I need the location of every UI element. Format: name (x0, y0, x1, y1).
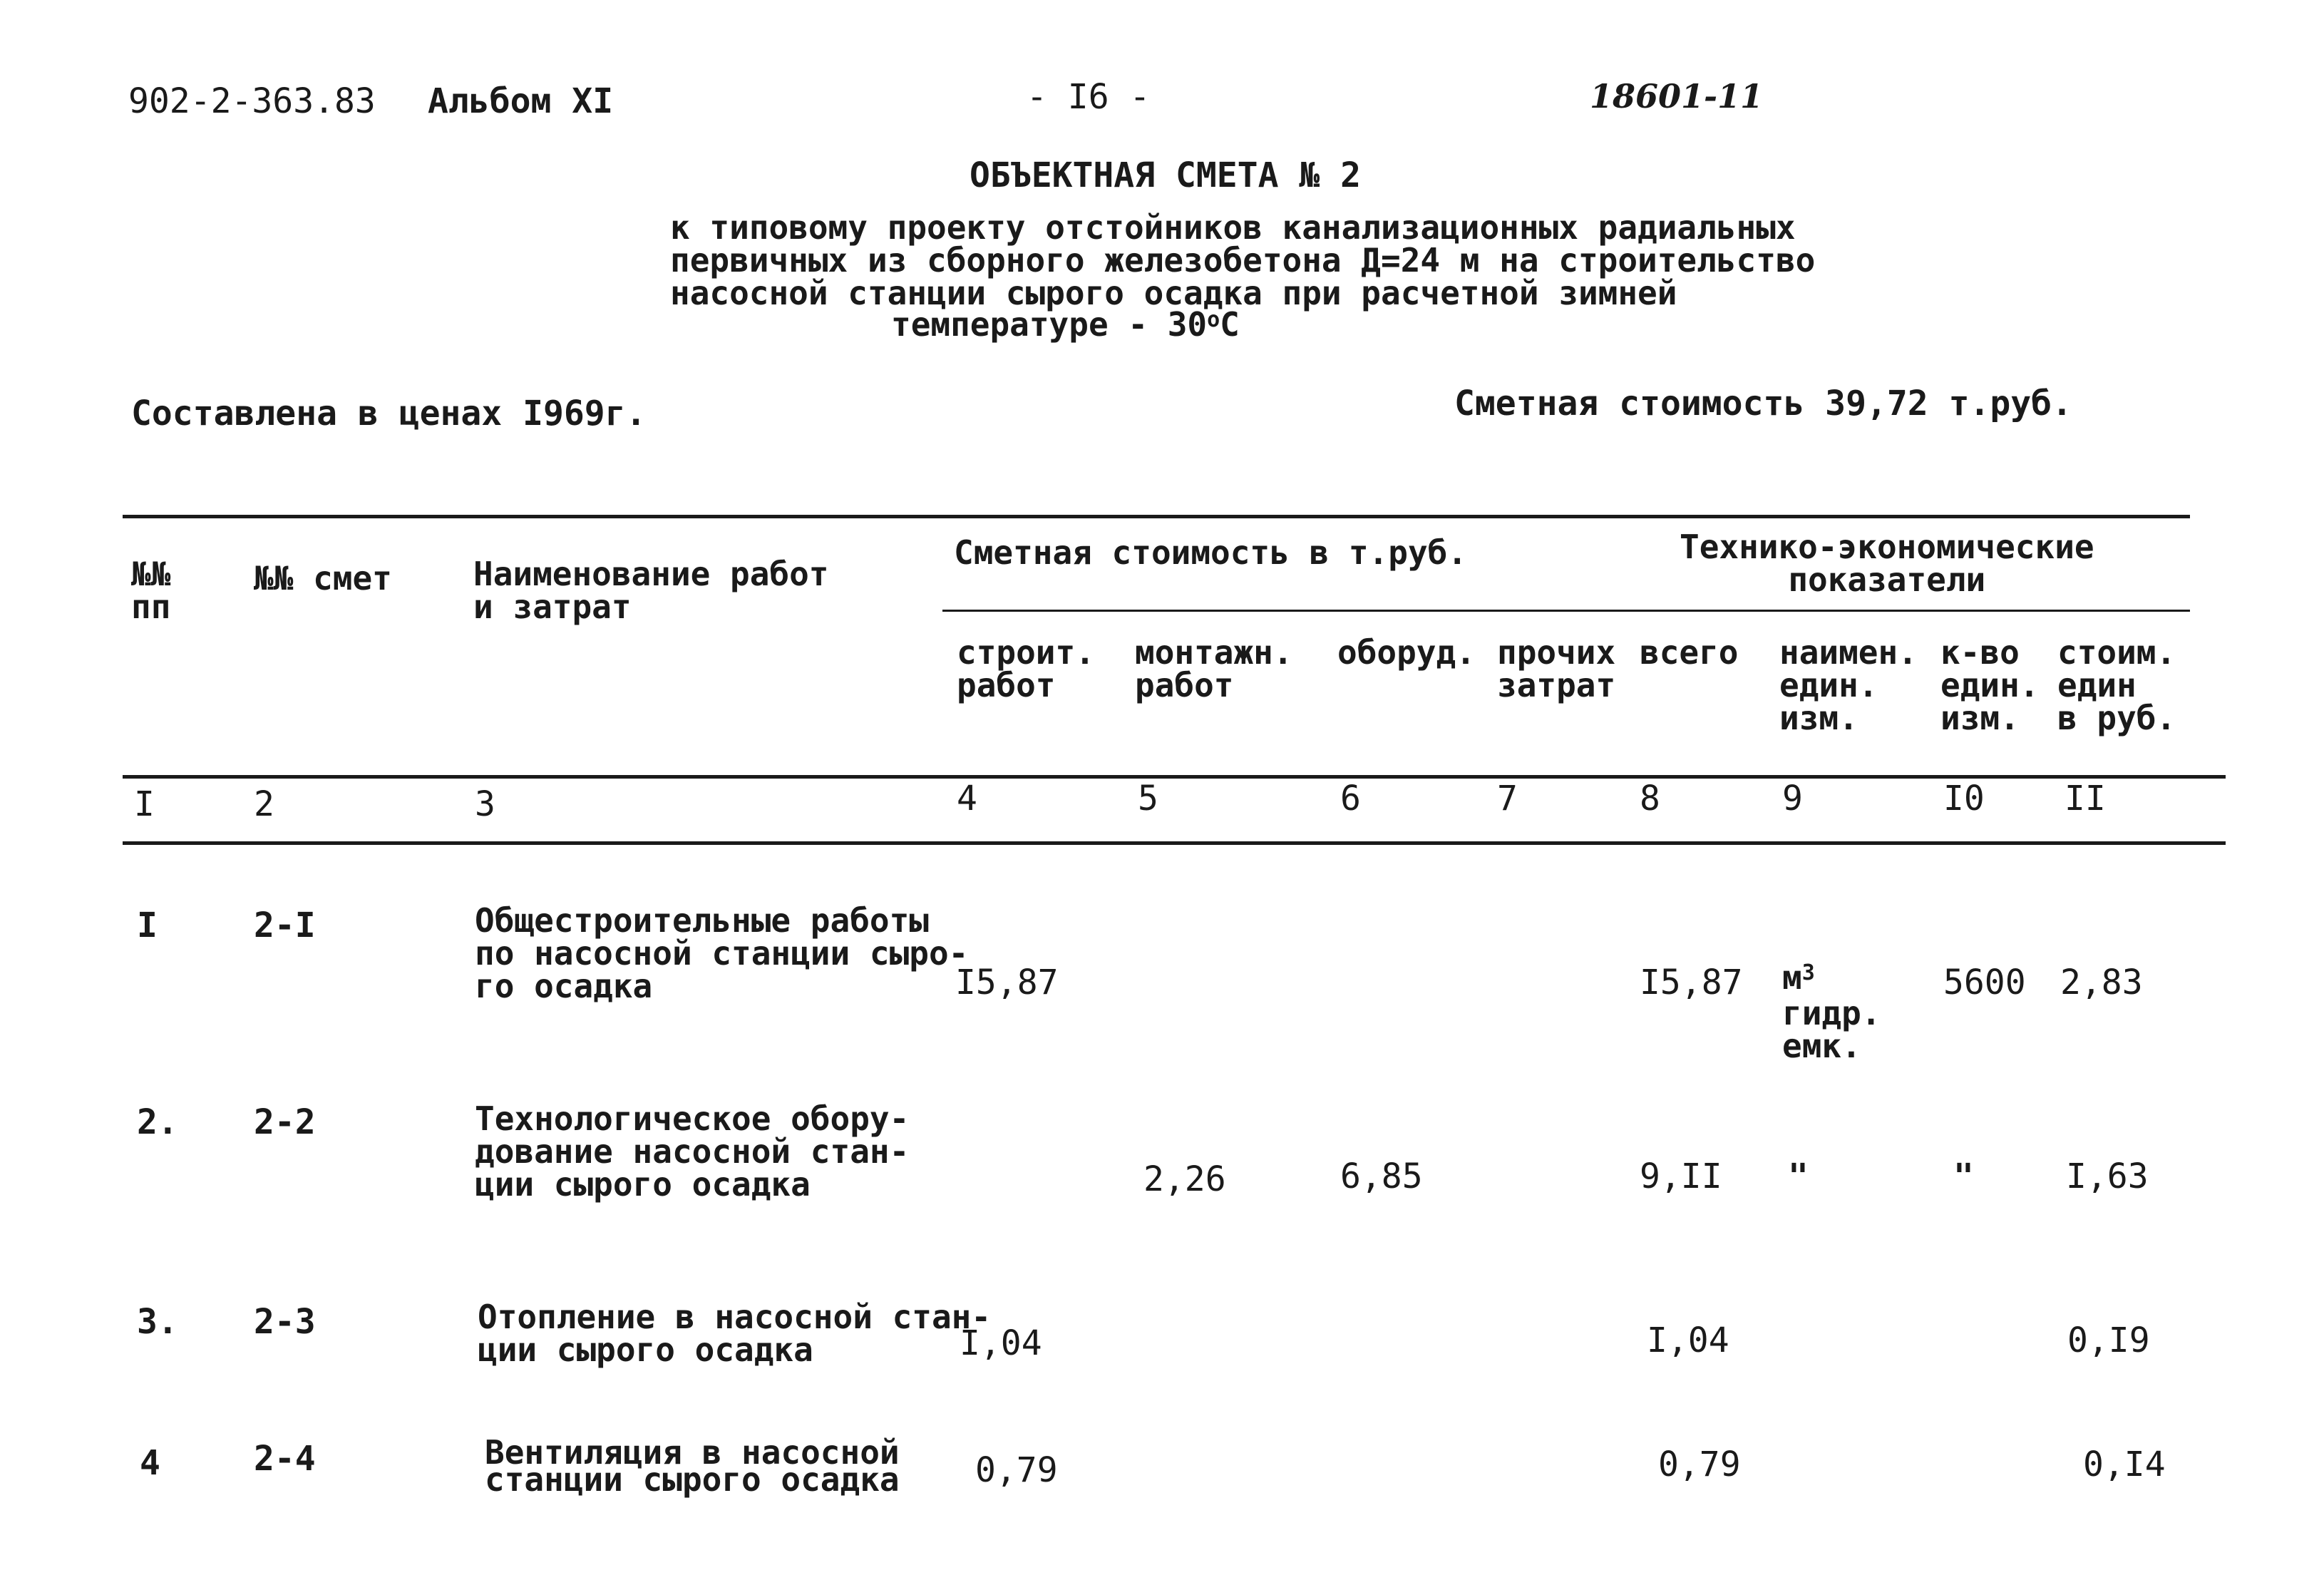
row-equip-cost: 6,85 (1340, 1156, 1423, 1196)
row-work-name: Вентиляция в насосной станции сырого осадка (485, 1433, 900, 1499)
estimate-title: ОБЪЕКТНАЯ СМЕТА № 2 (970, 155, 1362, 195)
col-number-2: 2 (254, 784, 274, 824)
document-code: 902-2-363.83 (128, 81, 376, 121)
row-unit-qty: 5600 (1943, 963, 2026, 1002)
subtitle-line-1: к типовому проекту отстойников канализационных радиальных (670, 208, 1796, 247)
col-number-1: I (134, 784, 155, 824)
header-group-rule (942, 610, 2190, 612)
header-unit-qty: к-во един. изм. (1940, 633, 2040, 737)
header-total: всего (1640, 633, 1739, 672)
row-build-cost: 0,79 (975, 1450, 1058, 1490)
col-number-3: 3 (475, 784, 495, 824)
col-number-4: 4 (957, 779, 977, 819)
row-number: 4 (140, 1443, 160, 1483)
row-number: I (137, 906, 158, 945)
col-number-9: 9 (1782, 779, 1803, 819)
row-unit-cost: 0,I4 (2083, 1445, 2166, 1484)
row-total: 9,II (1640, 1156, 1722, 1196)
row-number: 2. (137, 1102, 178, 1142)
row-unit-cost: 2,83 (2060, 963, 2143, 1002)
row-total: I5,87 (1640, 963, 1743, 1002)
row-build-cost: I,04 (960, 1323, 1042, 1363)
row-unit-cost: I,63 (2066, 1156, 2149, 1196)
row-work-name: Общестроительные работы по насосной станции сыро- го осадка (475, 901, 969, 1005)
header-build: строит. работ (957, 633, 1095, 704)
header-other: прочих затрат (1497, 633, 1616, 704)
row-number: 3. (137, 1302, 178, 1342)
col-number-6: 6 (1340, 779, 1361, 819)
header-unit-name: наимен. един. изм. (1779, 633, 1918, 737)
row-estimate: 2-4 (254, 1439, 316, 1479)
row-unit-name: $м^3$ (1782, 958, 1815, 997)
row-unit-qty: " (1953, 1156, 1974, 1196)
row-unit-cost: 0,I9 (2067, 1320, 2150, 1360)
subtitle-line-4: температуре - $30^оС$ (891, 305, 1240, 344)
header-estimate-number: №№ смет (254, 559, 392, 597)
row-mount-cost: 2,26 (1143, 1159, 1226, 1199)
col-number-11: II (2065, 779, 2106, 819)
handwritten-reference: 18601-11 (1590, 77, 1764, 116)
col-number-5: 5 (1138, 779, 1158, 819)
header-group-tech: Технико-экономические показатели (1680, 528, 2094, 599)
header-unit-cost: стоим. един в руб. (2057, 633, 2176, 737)
row-work-name: Отопление в насосной стан- ции сырого осадка (478, 1298, 992, 1369)
col-number-8: 8 (1640, 779, 1660, 819)
row-estimate: 2-2 (254, 1102, 316, 1142)
row-estimate: 2-3 (254, 1302, 316, 1342)
page-number: - I6 - (1027, 77, 1151, 117)
header-group-cost: Сметная стоимость в т.руб. (954, 533, 1468, 572)
col-number-7: 7 (1497, 779, 1518, 819)
row-total: I,04 (1647, 1320, 1729, 1360)
header-row-number: №№ пп (131, 555, 171, 626)
prices-note: Составлена в ценах I969г. (131, 394, 647, 433)
row-work-name: Технологическое обору- дование насосной стан- ции сырого осадка (475, 1099, 910, 1204)
header-work-name: Наименование работ и затрат (473, 555, 829, 626)
col-number-10: I0 (1943, 779, 1985, 819)
subtitle-line-3: насосной станции сырого осадка при расчетной зимней (670, 274, 1677, 312)
header-bottom-rule (123, 775, 2226, 779)
row-total: 0,79 (1658, 1445, 1741, 1484)
row-unit-name: " (1788, 1156, 1809, 1196)
header-equip: оборуд. (1337, 633, 1476, 672)
row-estimate: 2-I (254, 906, 316, 945)
column-numbers-rule (123, 841, 2226, 845)
row-build-cost: I5,87 (955, 963, 1059, 1002)
table-top-rule (123, 515, 2190, 518)
album-label: Альбом XI (428, 81, 614, 121)
row-unit-name-rest: гидр. емк. (1782, 994, 1881, 1065)
subtitle-line-2: первичных из сборного железобетона Д=24 м на строительство (670, 241, 1816, 279)
estimated-cost: Сметная стоимость 39,72 т.руб. (1454, 384, 2072, 424)
header-mount: монтажн. работ (1135, 633, 1293, 704)
